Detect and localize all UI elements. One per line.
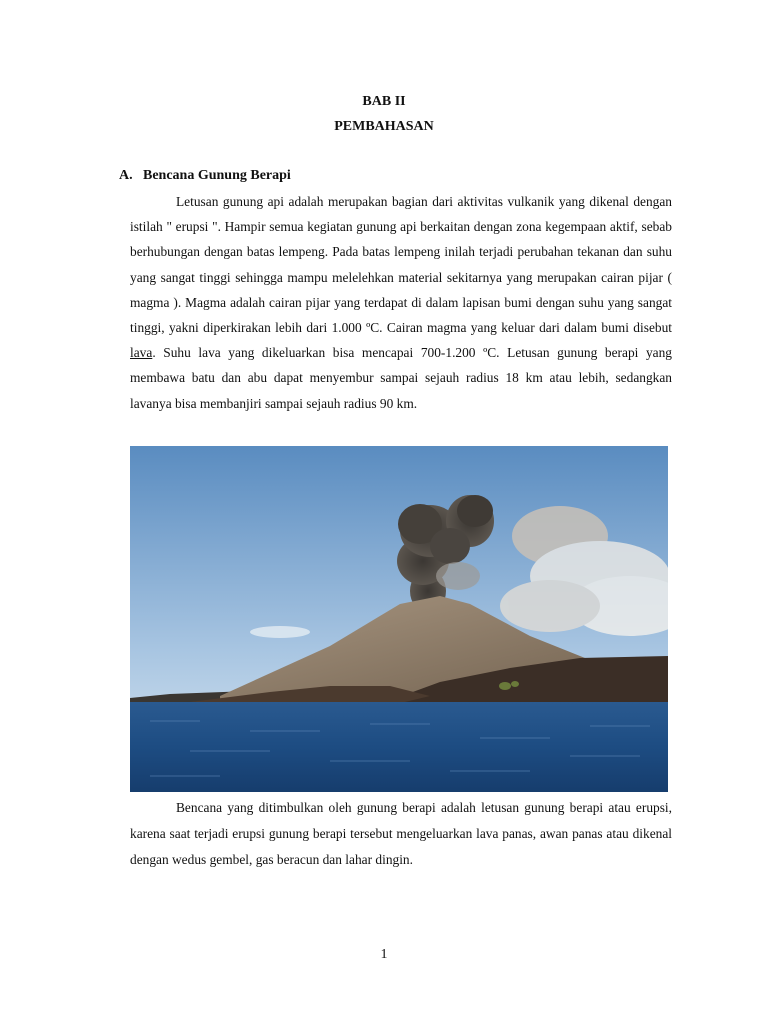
chapter-heading: BAB II xyxy=(362,94,406,109)
section-heading xyxy=(119,168,291,184)
paragraph-disasters: Bencana yang ditimbulkan oleh gunung berapi adalah letusan gunung berapi atau erupsi, karena saat terjadi erupsi gunung berapi tersebut mengeluarkan lava panas, awan panas atau dikenal dengan wedus gembel, gas beracun dan lahar dingin. xyxy=(130,800,672,867)
paragraph-text-1b: . Suhu lava yang dikeluarkan bisa mencapai 700-1.200 ºC. Letusan gunung berapi yang membawa batu dan abu dapat menyembur sampai sejauh radius 18 km atau lebih, sedangkan lavanya bisa membanjiri sampai sejauh radius 90 km. xyxy=(130,345,672,411)
section-number: A. xyxy=(119,168,133,183)
chapter-title: PEMBAHASAN xyxy=(334,119,434,134)
section-title-text: Bencana Gunung Berapi xyxy=(143,168,291,183)
lava-link[interactable]: lava xyxy=(130,345,153,361)
volcano-photo xyxy=(130,446,668,792)
paragraph-eruption xyxy=(130,189,672,416)
paragraph-text-1a: Letusan gunung api adalah merupakan bagian dari aktivitas vulkanik yang dikenal dengan istilah " erupsi ". Hampir semua kegiatan gunung api berkaitan dengan zona kegempaan aktif, sebab berhubungan dengan batas lempeng. Pada batas lempeng inilah terjadi perubahan tekanan dan suhu yang sangat tinggi sehingga mampu melelehkan material sekitarnya yang merupakan cairan pijar ( magma ). Magma adalah cairan pijar yang terdapat di dalam lapisan bumi dengan suhu yang sangat tinggi, yakni diperkirakan lebih dari 1.000 ºC. Cairan magma yang keluar dari dalam bumi disebut xyxy=(130,194,672,336)
page-number: 1 xyxy=(380,947,388,962)
